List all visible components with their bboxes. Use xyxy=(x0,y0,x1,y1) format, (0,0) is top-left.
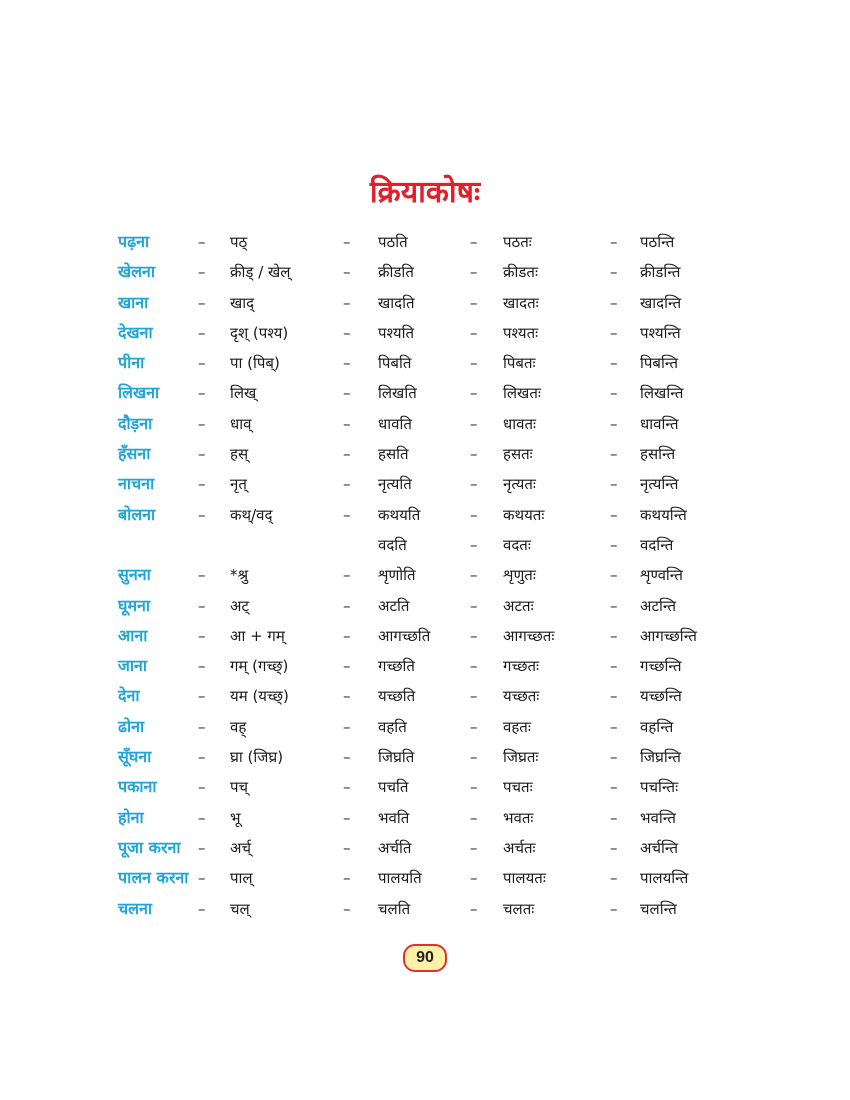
hindi-word: देना xyxy=(118,686,140,706)
hindi-word: बोलना xyxy=(118,504,156,524)
dual-form: यच्छतः xyxy=(503,687,540,706)
dash: – xyxy=(343,445,351,464)
dual-form: चलतः xyxy=(503,899,535,918)
root-form: पाल् xyxy=(230,869,253,888)
dash: – xyxy=(610,657,618,676)
plural-form: चलन्ति xyxy=(640,899,677,918)
dash: – xyxy=(470,354,478,373)
dual-form: वहतः xyxy=(503,717,531,736)
dash: – xyxy=(198,414,206,433)
dash: – xyxy=(470,717,478,736)
plural-form: क्रीडन्ति xyxy=(640,263,681,282)
hindi-word: पकाना xyxy=(118,777,157,797)
dash: – xyxy=(198,233,206,251)
dash: – xyxy=(198,263,206,282)
singular-form: वदति xyxy=(378,535,407,554)
page-title: क्रियाकोषः xyxy=(369,175,481,210)
dash: – xyxy=(343,748,351,767)
dash: – xyxy=(470,263,478,282)
dash: – xyxy=(198,475,206,494)
dash: – xyxy=(610,687,618,706)
table-row xyxy=(0,772,850,802)
dash: – xyxy=(198,445,206,464)
dual-form: नृत्यतः xyxy=(503,475,536,494)
dash: – xyxy=(470,838,478,857)
dash: – xyxy=(470,869,478,888)
singular-form: अटति xyxy=(378,596,410,615)
dash: – xyxy=(610,384,618,403)
dash: – xyxy=(198,869,206,888)
singular-form: लिखति xyxy=(378,384,417,403)
dash: – xyxy=(610,445,618,464)
hindi-word: होना xyxy=(118,807,144,827)
plural-form: धावन्ति xyxy=(640,414,679,433)
dual-form: कथयतः xyxy=(503,505,545,524)
hindi-word: हँसना xyxy=(118,444,151,464)
dual-form: वदतः xyxy=(503,535,531,554)
plural-form: खादन्ति xyxy=(640,293,682,312)
root-form: चल् xyxy=(230,899,250,918)
plural-form: लिखन्ति xyxy=(640,384,684,403)
dash: – xyxy=(470,475,478,494)
plural-form: जिघ्रन्ति xyxy=(640,748,681,767)
dash: – xyxy=(343,475,351,494)
table-row xyxy=(0,409,850,439)
root-form: पच् xyxy=(230,778,249,797)
hindi-word: सुनना xyxy=(118,565,151,585)
dash: – xyxy=(343,566,351,585)
dual-form: पठतः xyxy=(503,233,532,251)
dash: – xyxy=(470,414,478,433)
root-form: भू xyxy=(230,808,241,827)
hindi-word: पीना xyxy=(118,353,145,373)
dash: – xyxy=(198,505,206,524)
dash: – xyxy=(198,626,206,645)
singular-form: पठति xyxy=(378,233,408,251)
singular-form: पालयति xyxy=(378,869,422,888)
dash: – xyxy=(610,566,618,585)
dash: – xyxy=(470,899,478,918)
singular-form: पश्यति xyxy=(378,323,415,342)
dash: – xyxy=(470,778,478,797)
dash: – xyxy=(610,838,618,857)
dash: – xyxy=(198,293,206,312)
dash: – xyxy=(198,596,206,615)
singular-form: भवति xyxy=(378,808,410,827)
table-row xyxy=(0,651,850,681)
table-row xyxy=(0,500,850,530)
hindi-word: सूँघना xyxy=(118,747,152,767)
singular-form: वहति xyxy=(378,717,407,736)
dual-form: क्रीडतः xyxy=(503,263,539,282)
dash: – xyxy=(470,233,478,251)
root-form: क्रीड् / खेल् xyxy=(230,263,291,282)
dual-form: अटतः xyxy=(503,596,534,615)
hindi-word: पढ़ना xyxy=(118,232,150,251)
dual-form: शृणुतः xyxy=(503,566,536,585)
table-row xyxy=(0,712,850,742)
dash: – xyxy=(198,838,206,857)
dash: – xyxy=(610,263,618,282)
singular-form: गच्छति xyxy=(378,657,415,676)
dash: – xyxy=(610,354,618,373)
dual-form: खादतः xyxy=(503,293,539,312)
table-row xyxy=(0,560,850,590)
hindi-word: देखना xyxy=(118,322,153,342)
dash: – xyxy=(343,354,351,373)
dash: – xyxy=(343,687,351,706)
table-row xyxy=(0,257,850,287)
dash: – xyxy=(343,233,351,251)
singular-form: क्रीडति xyxy=(378,263,414,282)
dash: – xyxy=(198,687,206,706)
dash: – xyxy=(610,626,618,645)
root-form: लिख् xyxy=(230,384,257,403)
plural-form: पश्यन्ति xyxy=(640,323,681,342)
table-row xyxy=(0,530,850,560)
singular-form: खादति xyxy=(378,293,415,312)
root-form: नृत् xyxy=(230,475,247,494)
singular-form: चलति xyxy=(378,899,411,918)
dual-form: गच्छतः xyxy=(503,657,540,676)
dash: – xyxy=(470,748,478,767)
table-row xyxy=(0,318,850,348)
root-form: दृश् (पश्य) xyxy=(230,323,289,342)
dash: – xyxy=(343,626,351,645)
hindi-word: चलना xyxy=(118,898,153,918)
dash: – xyxy=(198,778,206,797)
plural-form: पिबन्ति xyxy=(640,354,679,373)
singular-form: धावति xyxy=(378,414,412,433)
plural-form: यच्छन्ति xyxy=(640,687,682,706)
singular-form: हसति xyxy=(378,445,409,464)
plural-form: शृण्वन्ति xyxy=(640,566,683,585)
root-form: घ्रा (जिघ्र) xyxy=(230,748,284,767)
singular-form: कथयति xyxy=(378,505,421,524)
root-form: हस् xyxy=(230,445,249,464)
dash: – xyxy=(610,748,618,767)
table-row xyxy=(0,621,850,651)
dash: – xyxy=(343,596,351,615)
table-row xyxy=(0,288,850,318)
root-form: *श्रु xyxy=(230,566,249,585)
dash: – xyxy=(343,657,351,676)
dash: – xyxy=(470,293,478,312)
dual-form: पश्यतः xyxy=(503,323,539,342)
dash: – xyxy=(198,323,206,342)
plural-form: नृत्यन्ति xyxy=(640,475,679,494)
verb-table xyxy=(0,227,850,924)
dash: – xyxy=(343,384,351,403)
page-number-badge: 90 xyxy=(403,944,447,972)
root-form: वह् xyxy=(230,717,247,736)
dash: – xyxy=(343,717,351,736)
dash: – xyxy=(610,535,618,554)
singular-form: यच्छति xyxy=(378,687,416,706)
dash: – xyxy=(198,717,206,736)
table-row xyxy=(0,863,850,893)
dash: – xyxy=(610,596,618,615)
hindi-word: घूमना xyxy=(118,595,151,615)
plural-form: अटन्ति xyxy=(640,596,677,615)
singular-form: पचति xyxy=(378,778,409,797)
dash: – xyxy=(610,869,618,888)
root-form: धाव् xyxy=(230,414,252,433)
dash: – xyxy=(610,505,618,524)
dash: – xyxy=(343,293,351,312)
dual-form: आगच्छतः xyxy=(503,626,555,645)
dash: – xyxy=(198,748,206,767)
root-form: यम (यच्छ्) xyxy=(230,687,289,706)
dash: – xyxy=(610,475,618,494)
table-row xyxy=(0,591,850,621)
dash: – xyxy=(610,323,618,342)
table-row xyxy=(0,833,850,863)
table-row xyxy=(0,803,850,833)
table-row xyxy=(0,894,850,924)
singular-form: पिबति xyxy=(378,354,412,373)
dual-form: अर्चतः xyxy=(503,838,536,857)
dual-form: धावतः xyxy=(503,414,537,433)
singular-form: अर्चति xyxy=(378,838,412,857)
dash: – xyxy=(198,384,206,403)
dual-form: लिखतः xyxy=(503,384,541,403)
dash: – xyxy=(470,657,478,676)
dash: – xyxy=(470,687,478,706)
plural-form: हसन्ति xyxy=(640,445,676,464)
hindi-word: जाना xyxy=(118,656,148,676)
hindi-word: लिखना xyxy=(118,383,160,403)
hindi-word: नाचना xyxy=(118,474,155,494)
dash: – xyxy=(470,384,478,403)
dash: – xyxy=(610,293,618,312)
table-row xyxy=(0,439,850,469)
dash: – xyxy=(198,657,206,676)
dash: – xyxy=(343,778,351,797)
root-form: कथ्/वद् xyxy=(230,505,273,524)
plural-form: भवन्ति xyxy=(640,808,676,827)
dual-form: भवतः xyxy=(503,808,534,827)
dash: – xyxy=(610,233,618,251)
table-row xyxy=(0,742,850,772)
plural-form: पठन्ति xyxy=(640,233,675,251)
plural-form: पालयन्ति xyxy=(640,869,689,888)
plural-form: पचन्तिः xyxy=(640,778,679,797)
hindi-word: ढोना xyxy=(118,716,145,736)
dash: – xyxy=(610,808,618,827)
dash: – xyxy=(470,323,478,342)
dash: – xyxy=(610,899,618,918)
table-row xyxy=(0,378,850,408)
dash: – xyxy=(343,808,351,827)
singular-form: जिघ्रति xyxy=(378,748,415,767)
singular-form: आगच्छति xyxy=(378,626,431,645)
plural-form: वहन्ति xyxy=(640,717,674,736)
singular-form: शृणोति xyxy=(378,566,416,585)
dash: – xyxy=(470,626,478,645)
dash: – xyxy=(610,717,618,736)
dash: – xyxy=(470,505,478,524)
hindi-word: खाना xyxy=(118,292,149,312)
dash: – xyxy=(343,899,351,918)
root-form: गम् (गच्छ्) xyxy=(230,657,289,676)
table-row xyxy=(0,348,850,378)
plural-form: कथयन्ति xyxy=(640,505,687,524)
dual-form: जिघ्रतः xyxy=(503,748,539,767)
hindi-word: दौड़ना xyxy=(118,413,153,433)
hindi-word: आना xyxy=(118,625,148,645)
hindi-word: खेलना xyxy=(118,262,155,282)
singular-form: नृत्यति xyxy=(378,475,412,494)
hindi-word: पूजा करना xyxy=(118,837,181,857)
dash: – xyxy=(198,808,206,827)
table-row xyxy=(0,469,850,499)
dash: – xyxy=(343,414,351,433)
dash: – xyxy=(198,566,206,585)
dash: – xyxy=(470,445,478,464)
dual-form: हसतः xyxy=(503,445,533,464)
root-form: खाद् xyxy=(230,293,255,312)
table-row xyxy=(0,227,850,257)
dual-form: पालयतः xyxy=(503,869,546,888)
dash: – xyxy=(470,596,478,615)
dash: – xyxy=(470,566,478,585)
dash: – xyxy=(343,323,351,342)
root-form: अट् xyxy=(230,596,250,615)
plural-form: वदन्ति xyxy=(640,535,674,554)
dash: – xyxy=(610,414,618,433)
dash: – xyxy=(610,778,618,797)
dash: – xyxy=(198,899,206,918)
hindi-word: पालन करना xyxy=(118,868,189,888)
plural-form: गच्छन्ति xyxy=(640,657,682,676)
table-row xyxy=(0,681,850,711)
plural-form: अर्चन्ति xyxy=(640,838,679,857)
dash: – xyxy=(198,354,206,373)
plural-form: आगच्छन्ति xyxy=(640,626,697,645)
dash: – xyxy=(343,838,351,857)
dash: – xyxy=(343,505,351,524)
dash: – xyxy=(470,808,478,827)
root-form: आ + गम् xyxy=(230,626,285,645)
root-form: पठ् xyxy=(230,233,248,251)
dash: – xyxy=(343,263,351,282)
dash: – xyxy=(343,869,351,888)
dash: – xyxy=(470,535,478,554)
root-form: अर्च् xyxy=(230,838,251,857)
root-form: पा (पिब्) xyxy=(230,354,280,373)
dual-form: पचतः xyxy=(503,778,533,797)
dual-form: पिबतः xyxy=(503,354,536,373)
